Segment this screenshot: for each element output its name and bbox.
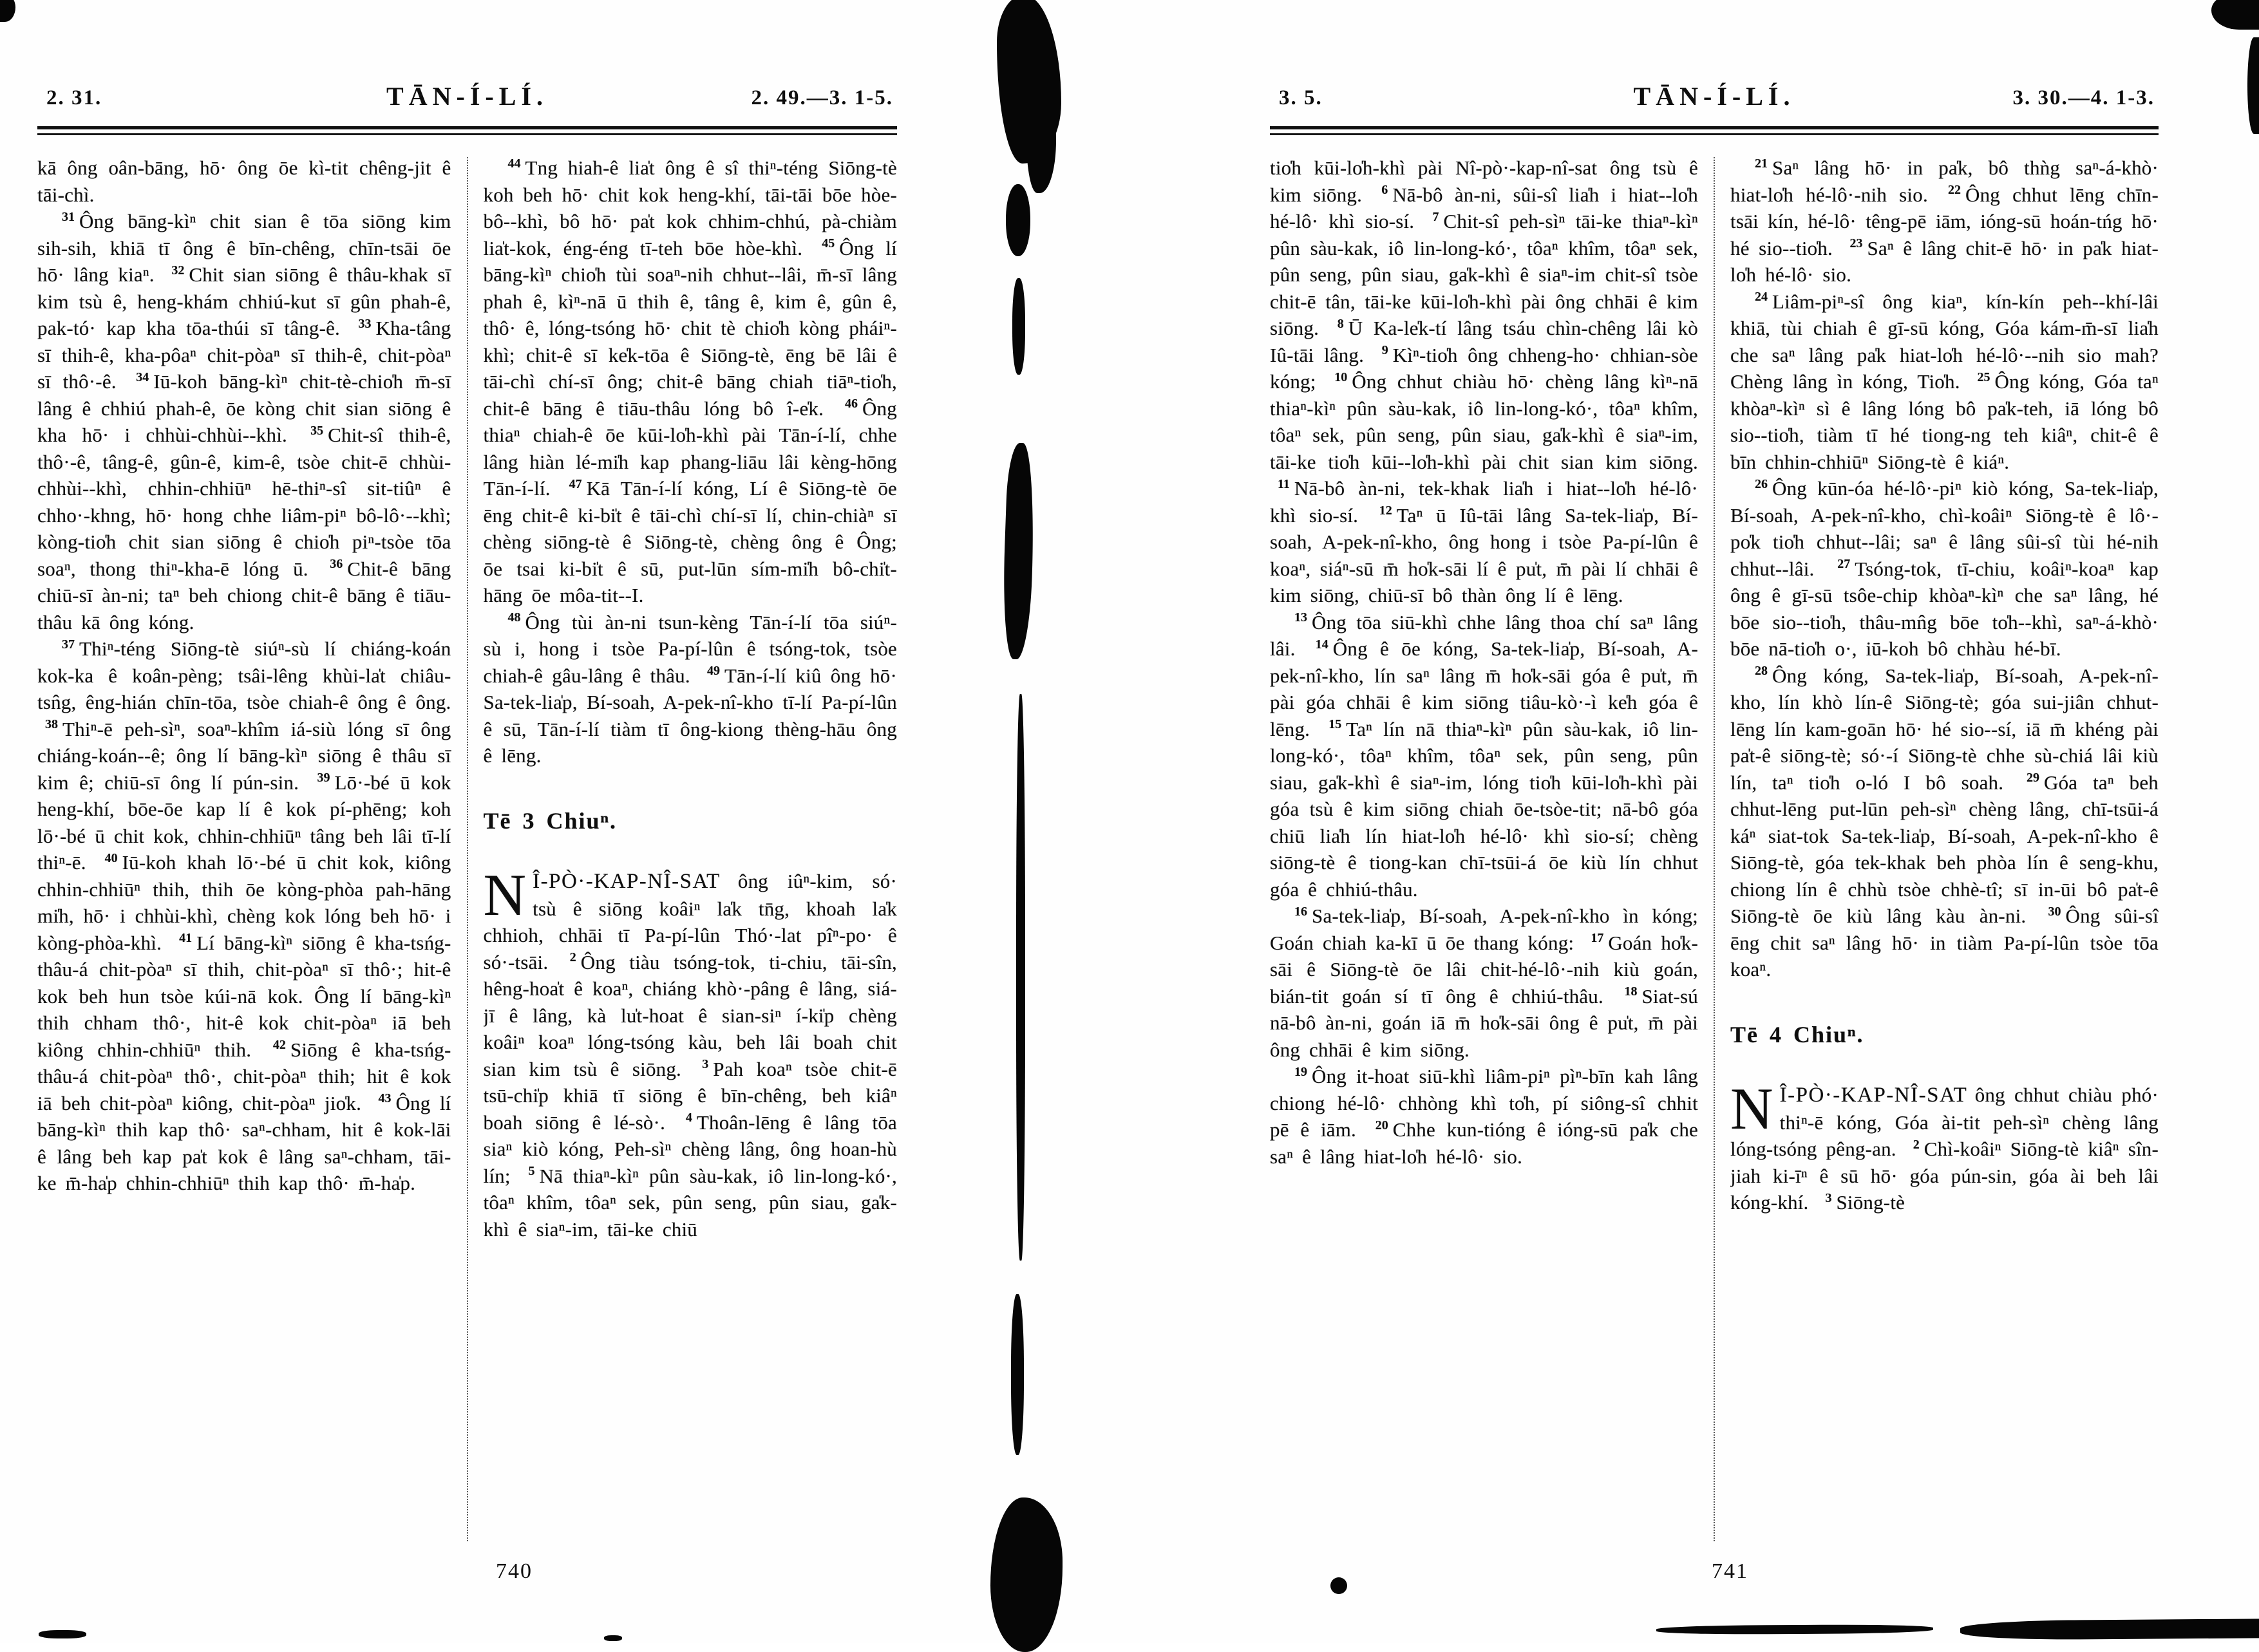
verse-number: 5	[528, 1164, 535, 1179]
verse-number: 26	[1755, 476, 1768, 491]
verse-number: 23	[1849, 236, 1863, 251]
verse-number: 47	[569, 476, 582, 491]
chapter-lead-word: Î-PÒ·-KAP-NÎ-SAT	[1779, 1084, 1975, 1107]
header-double-rule	[1270, 126, 2159, 135]
verse-number: 43	[378, 1091, 392, 1106]
verse-paragraph: $^{13}$ Ông tōa siū-khì chhe lâng thoa chí saⁿ lâng lâi. $^{14}$ Ông ê ōe kóng, Sa-tek-lia̍p, Bí-soah, A-pek-nî-kho, lín saⁿ lâng m̄ ho̍k-sāi góa ê pu̍t, m̄ pài góa chhāi ê kim siōng tiâu-kò·-ì ke̍h góa ê lēng. $^{15}$ Taⁿ lín nā thiaⁿ-kìⁿ pûn sàu-kak, iô lin-long-kó·, tôaⁿ khîm, tôaⁿ sek, pûn seng, pûn siau, ga̍k-khì ê siaⁿ-im, lóng tio̍h kūi-lo̍h-khì pài góa tsù ê kim siōng chiah ōe-tsòe-tit; nā-bô góa chiū lia̍h lín hiat-lo̍h hé-lô· khì sio-sí; chèng siōng-tè ê tiong-kan chī-tsūi-á ōe kiù lín chhut góa ê chhiú-thâu.	[1270, 610, 1698, 901]
verse-number: 21	[1755, 156, 1768, 171]
verse-number: 39	[317, 771, 330, 785]
verse-number: 44	[507, 156, 521, 171]
verse-number: 29	[2027, 771, 2040, 785]
verse-number: 41	[179, 931, 193, 946]
scan-gutter-smudge	[1006, 184, 1030, 256]
verse-number: 18	[1624, 984, 1638, 999]
verse-number: 7	[1432, 209, 1439, 224]
verse-number: 46	[845, 397, 858, 411]
scan-gutter-smudge	[1012, 278, 1025, 375]
verse-number: 37	[62, 637, 75, 652]
scan-gutter-smudge	[1026, 77, 1056, 193]
scan-ink-dot	[1330, 1577, 1347, 1594]
verse-paragraph: tio̍h kūi-lo̍h-khì pài Nî-pò·-kap-nî-sat ông tsù ê kim siōng. $^6$ Nā-bô àn-ni, sûi-sî lia̍h i hiat--lo̍h hé-lô· khì sio-sí. $^7$ Chit-sî peh-sìⁿ tāi-ke thiaⁿ-kìⁿ pûn sàu-kak, iô lin-long-kó·, tôaⁿ khîm, tôaⁿ sek, pûn seng, pûn siau, ga̍k-khì ê siaⁿ-im chit-sî tsòe chit-ē tân, tāi-ke kūi-lo̍h-khì pài ông chhāi ê kim siōng. $^8$ Ū Ka-le̍k-tí lâng tsáu chìn-chêng lâi kò Iû-tāi lâng. $^9$ Kìⁿ-tio̍h ông chheng-ho· chhian-sòe kóng; $^{10}$ Ông chhut chiàu hō· chèng lâng kìⁿ-nā thiaⁿ-kìⁿ pûn sàu-kak, iô lin-long-kó·, tôaⁿ khîm, tôaⁿ sek, pûn seng, pûn siau, ga̍k-khì ê siaⁿ-im, tāi-ke tio̍h kūi--lo̍h-khì pài chit sian kim siōng. $^{11}$ Nā-bô àn-ni, tek-khak lia̍h i hiat--lo̍h hé-lô· khì sio-sí. $^{12}$ Taⁿ ū Iû-tāi lâng Sa-tek-lia̍p, Bí-soah, A-pek-nî-kho, ông hong i tsòe Pa-pí-lûn ê koaⁿ, siáⁿ-sū m̄ ho̍k-sāi lí ê pu̍t, m̄ pài lí chhāi ê kim siōng, chiū-sī bô thàn ông lí ê lēng.	[1270, 156, 1698, 606]
page-number: 740	[496, 1559, 533, 1583]
verse-number: 9	[1381, 343, 1388, 358]
drop-cap-letter: N	[1730, 1076, 1773, 1141]
verse-paragraph: $^{16}$ Sa-tek-lia̍p, Bí-soah, A-pek-nî-kho ìn kóng; Goán chiah ka-kī ū ōe thang kóng: $^{17}$ Goán ho̍k-sāi ê Siōng-tè ōe lâi chit-hé-lô·-nih kiù goán, bián-tit goán sí tī ông ê chhiú-thâu. $^{18}$ Siat-sú nā-bô àn-ni, goán iā m̄ ho̍k-sāi ông ê pu̍t, m̄ pài ông chhāi ê kim siōng.	[1270, 904, 1698, 1061]
verse-paragraph: N Î-PÒ·-KAP-NÎ-SAT ông iûⁿ-kim, só· tsù ê siōng koâiⁿ la̍k tn̄g, khoah la̍k chhioh, chhāi tī Pa-pí-lûn Thó·-lat pîⁿ-po· ê só·-tsāi. $^2$ Ông tiàu tsóng-tok, ti-chiu, tāi-sîn, hêng-hoa̍t ê koaⁿ, chiáng khò·-pâng ê lâng, siá-jī ê lâng, kà lu̍t-hoat ê sian-siⁿ í-ki̍p chèng koâiⁿ koaⁿ lóng-tsóng kàu, beh lâi boah chit sian kim tsù ê siōng. $^3$ Pah koaⁿ tsòe chit-ē tsū-chi̍p khiā tī siōng ê bīn-chêng, beh kiâⁿ boah siōng ê lé-sò·. $^4$ Thoân-lēng ê lâng tōa siaⁿ kiò kóng, Peh-sìⁿ chèng lâng, ông hoan-hù lín; $^5$ Nā thiaⁿ-kìⁿ pûn sàu-kak, iô lin-long-kó·, tôaⁿ khîm, tôaⁿ sek, pûn seng, pûn siau, ga̍k-khì ê siaⁿ-im, tāi-ke chiū	[483, 862, 897, 1241]
verse-number: 38	[45, 717, 58, 732]
scan-gutter-smudge	[1016, 694, 1025, 1261]
verse-number: 4	[685, 1111, 692, 1125]
verse-number: 49	[706, 664, 720, 679]
verse-number: 35	[310, 423, 324, 438]
verse-number: 20	[1375, 1118, 1388, 1132]
verse-number: 40	[104, 850, 118, 865]
verse-number: 17	[1591, 931, 1604, 946]
header-double-rule	[37, 126, 897, 135]
text-columns	[1270, 155, 2159, 1553]
verse-paragraph: $^{48}$ Ông tùi àn-ni tsun-kèng Tān-í-lí tōa siúⁿ-sù i, hong i tsòe Pa-pí-lûn ê tsóng-tok, tsòe chiah-ê gâu-lâng ê thâu. $^{49}$ Tān-í-lí kiû ông hō· Sa-tek-lia̍p, Bí-soah, A-pek-nî-kho tī-lí Pa-pí-lûn ê sū, Tān-í-lí tiàm tī ông-kiong thèng-hāu ông ê lēng.	[483, 610, 897, 767]
verse-number: 25	[1977, 370, 1990, 384]
verse-paragraph: kā ông oân-bāng, hō· ông ōe kì-tit chêng-jit ê tāi-chì.	[37, 156, 451, 206]
verse-number: 45	[822, 236, 835, 251]
header-verse-ref-left: 2. 31.	[46, 86, 102, 109]
verse-paragraph: $^{28}$ Ông kóng, Sa-tek-lia̍p, Bí-soah, A-pek-nî-kho, lín khò lín-ê Siōng-tè; góa sui-jiân chhut-lēng lín kam-goān hō· hé sio--sí, iā m̄ khéng pài pa̍t-ê siōng-tè; só·-í Siōng-tè chhe sù-chiá lâi kiù lín, taⁿ tio̍h o-ló I bô soah. $^{29}$ Góa taⁿ beh chhut-lēng put-lūn peh-sìⁿ chèng lâng, chī-tsūi-á káⁿ siat-tok Sa-tek-lia̍p, Bí-soah, A-pek-nî-kho ê Siōng-tè, góa tek-khak beh phòa lín ê seng-khu, chiong lín ê chhù tsòe chhè-tî; sī in-ūi bô pa̍t-ê Siōng-tè ōe kiù lâng kàu àn-ni. $^{30}$ Ông sûi-sî ēng chit saⁿ lâng hō· in tiàm Pa-pí-lûn tsòe tōa koaⁿ.	[1730, 664, 2159, 981]
verse-number: 16	[1294, 904, 1307, 919]
column-divider-rule	[1714, 157, 1715, 1541]
running-header	[37, 81, 897, 118]
book-title: TĀN-Í-LÍ.	[1633, 82, 1795, 111]
verse-number: 24	[1755, 290, 1768, 305]
verse-paragraph: $^{44}$ Tng hiah-ê lia̍t ông ê sî thiⁿ-téng Siōng-tè koh beh hō· chit kok heng-khí, tāi-tāi bōe hòe-bô--khì, bô hō· pa̍t kok chhim-chhú, pà-chiàm lia̍t-kok, éng-éng tī-teh bōe hòe-khì. $^{45}$ Ông lí bāng-kìⁿ chio̍h tùi soaⁿ-nih chhut--lâi, m̄-sī lâng phah ê, kìⁿ-nā ū thih ê, tâng ê, kim ê, gûn ê, thô· ê, lóng-tsóng hō· chit tè chio̍h kòng pháiⁿ-khì; chit-ê sī ke̍k-tōa ê Siōng-tè, ēng bē lâi ê tāi-chì chí-sī ông; chit-ê bāng chiah tiāⁿ-tio̍h, chit-ê bāng ê tiāu-thâu lóng bô î-e̍k. $^{46}$ Ông thiaⁿ chiah-ê ōe kūi-lo̍h-khì pài Tān-í-lí, chhe lâng hiàn lé-mi̍h kap phang-liāu lâi kèng-hōng Tān-í-lí. $^{47}$ Kā Tān-í-lí kóng, Lí ê Siōng-tè ōe ēng chit-ê ki-bi̍t ê tāi-chì chí-sī lí, chin-chiàⁿ sī chèng siōng-tè ê Siōng-tè, chèng ông ê Ông; ōe tsai ki-bi̍t ê sū, put-lūn sím-mi̍h bô-chi̍t-hāng ōe môa-tit--I.	[483, 156, 897, 606]
verse-number: 13	[1294, 610, 1307, 625]
column-divider-rule	[467, 157, 468, 1541]
scan-gutter-smudge	[1001, 442, 1037, 659]
chapter-heading: Tē 4 Chiuⁿ.	[1730, 1021, 1864, 1047]
verse-paragraph: $^{24}$ Liâm-piⁿ-sî ông kiaⁿ, kín-kín peh--khí-lâi khiā, tùi chiah ê gī-sū kóng, Góa kám-m̄-sī lia̍h che saⁿ lâng pa̍k hiat-lo̍h hé-lô·--nih sio mah? Chèng lâng ìn kóng, Tio̍h. $^{25}$ Ông kóng, Góa taⁿ khòaⁿ-kìⁿ sì ê lâng lóng bô pa̍k-teh, iā lóng bô sio--tio̍h, tiàm tī hé tiong-ng teh kiâⁿ, chit-ê ê bīn chhin-chhiūⁿ Siōng-tè ê kiáⁿ.	[1730, 290, 2159, 473]
verse-paragraph: $^{26}$ Ông kūn-óa hé-lô·-piⁿ kiò kóng, Sa-tek-lia̍p, Bí-soah, A-pek-nî-kho, chì-koâiⁿ Siōng-tè ê lô·-po̍k tio̍h chhut--lâi; saⁿ ê lâng sûi-sî tùi hé-nih chhut--lâi. $^{27}$ Tsóng-tok, tī-chiu, koâiⁿ-koaⁿ kap ông ê gī-sū tsôe-chip khòaⁿ-kìⁿ che saⁿ lâng, hé bōe sio--tio̍h, thâu-mn̂g bōe to̍h--khì, saⁿ-á-khò· bōe nā-tio̍h o·, iū-koh bô chhàu hé-bī.	[1730, 476, 2159, 660]
page-left	[37, 81, 897, 1583]
verse-number: 11	[1278, 476, 1290, 491]
scan-edge-mark	[2247, 37, 2259, 134]
scan-gutter-smudge	[990, 1497, 1063, 1652]
verse-number: 6	[1381, 183, 1388, 198]
verse-paragraph: $^{21}$ Saⁿ lâng hō· in pa̍k, bô thǹg saⁿ-á-khò· hiat-lo̍h hé-lô·-nih sio. $^{22}$ Ông chhut lēng chīn-tsāi kín, hé-lô· têng-pē iām, ióng-sū hoán-tńg hō· hé sio--tio̍h. $^{23}$ Saⁿ ê lâng chit-ē hō· in pa̍k hiat-lo̍h hé-lô· sio.	[1730, 156, 2159, 286]
drop-cap-letter: N	[483, 862, 527, 928]
scan-edge-mark	[604, 1635, 622, 1641]
verse-number: 15	[1328, 717, 1342, 732]
chapter-heading: Tē 3 Chiuⁿ.	[483, 807, 618, 834]
verse-number: 22	[1947, 183, 1961, 198]
header-verse-ref-right: 2. 49.—3. 1-5.	[751, 86, 893, 109]
text-column	[37, 155, 451, 1553]
verse-number: 2	[1913, 1137, 1920, 1152]
scan-edge-mark	[0, 0, 15, 22]
verse-number: 28	[1755, 664, 1768, 679]
verse-number: 14	[1315, 637, 1328, 652]
scan-gutter-smudge	[1011, 1294, 1024, 1455]
text-column	[1270, 155, 1698, 1553]
scan-edge-mark	[2211, 0, 2259, 30]
verse-number: 2	[569, 950, 576, 965]
verse-number: 48	[507, 610, 521, 625]
page-right	[1270, 81, 2159, 1583]
header-verse-ref-right: 3. 30.—4. 1-3.	[2012, 86, 2155, 109]
scan-edge-mark	[1960, 1619, 2259, 1640]
running-header	[1270, 81, 2159, 118]
verse-number: 31	[62, 209, 75, 224]
book-title: TĀN-Í-LÍ.	[386, 82, 548, 111]
verse-number: 33	[358, 316, 372, 331]
verse-number: 10	[1334, 370, 1348, 384]
verse-number: 8	[1337, 316, 1344, 331]
text-column	[484, 155, 898, 1553]
verse-paragraph: $^{37}$ Thiⁿ-téng Siōng-tè siúⁿ-sù lí chiáng-koán kok-ka ê koân-pèng; tsâi-lêng khùi-la̍t chiâu-tsn̂g, êng-hián chīn-tōa, tsòe chiah-ê ông ê ông. $^{38}$ Thiⁿ-ē peh-sìⁿ, soaⁿ-khîm iá-siù lóng sī ông chiáng-koán--ê; ông lí bāng-kìⁿ siōng ê thâu sī kim ê; chiū-sī ông lí pún-sin. $^{39}$ Lō·-bé ū kok heng-khí, bōe-ōe kap lí ê kok pí-phēng; koh lō·-bé ū chit kok, chhin-chhiūⁿ tâng beh lâi tī-lí thiⁿ-ē. $^{40}$ Iū-koh khah lō·-bé ū chit kok, kiông chhin-chhiūⁿ thih, thih ōe kòng-phòa pah-hāng mi̍h, hō· i chhùi-khì, chèng kok lóng beh hō· i kòng-phòa-khì. $^{41}$ Lí bāng-kìⁿ siōng ê kha-tsńg-thâu-á chit-pòaⁿ sī thih, chit-pòaⁿ sī thô·; hit-ê kok beh hun tsòe kúi-nā kok. Ông lí bāng-kìⁿ thih chham thô·, hit-ê kok chit-pòaⁿ iā beh kiông chhin-chhiūⁿ thih. $^{42}$ Siōng ê kha-tsńg-thâu-á chit-pòaⁿ thô·, chit-pòaⁿ thih; hit ê kok iā beh chit-pòaⁿ kiông, chit-pòaⁿ jio̍k. $^{43}$ Ông lí bāng-kìⁿ thih kap thô· saⁿ-chham, hit ê kok-lāi ê lâng beh kap pa̍t kok ê lâng saⁿ-chham, tāi-ke m̄-ha̍p chhin-chhiūⁿ thih kap thô· m̄-ha̍p.	[37, 637, 451, 1194]
text-columns	[37, 155, 897, 1553]
chapter-lead-word: Î-PÒ·-KAP-NÎ-SAT	[533, 870, 738, 893]
verse-paragraph: $^{19}$ Ông it-hoat siū-khì liâm-piⁿ pìⁿ-bīn kah lâng chiong hé-lô· chhòng khì to̍h, pí siông-sî chhit pē ê iām. $^{20}$ Chhe kun-tióng ê ióng-sū pa̍k che saⁿ ê lâng hiat-lo̍h hé-lô· sio.	[1270, 1064, 1698, 1168]
verse-paragraph: $^{31}$ Ông bāng-kìⁿ chit sian ê tōa siōng kim sih-sih, khiā tī ông ê bīn-chêng, chīn-tsāi ōe hō· lâng kiaⁿ. $^{32}$ Chit sian siōng ê thâu-khak sī kim tsù ê, heng-khám chhiú-kut sī gûn phah-ê, pak-tó· kap kha tōa-thúi sī tâng-ê. $^{33}$ Kha-tâng sī thih-ê, kha-pôaⁿ chit-pòaⁿ sī thih-ê, chit-pòaⁿ sī thô·-ê. $^{34}$ Iū-koh bāng-kìⁿ chit-tè-chio̍h m̄-sī lâng ê chhiú phah-ê, ōe kòng chit sian siōng ê kha hō· i chhùi-chhùi--khì. $^{35}$ Chit-sî thih-ê, thô·-ê, tâng-ê, gûn-ê, kim-ê, tsòe chit-ē chhùi-chhùi--khì, chhin-chhiūⁿ hē-thiⁿ-sî sit-tiûⁿ ê chho·-khng, hō· hong chhe liâm-piⁿ bô-lô·--khì; kòng-tio̍h chit sian siōng ê chio̍h piⁿ-tsòe tōa soaⁿ, thong thiⁿ-kha-ē lóng ū. $^{36}$ Chit-ê bāng chiū-sī àn-ni; taⁿ beh chiong chit-ê bāng ê tiāu-thâu kā ông kóng.	[37, 209, 451, 634]
verse-number: 30	[2048, 904, 2061, 919]
verse-number: 42	[272, 1038, 286, 1053]
verse-number: 19	[1294, 1064, 1307, 1079]
verse-number: 36	[330, 557, 343, 572]
verse-paragraph: N Î-PÒ·-KAP-NÎ-SAT ông chhut chiàu phó· thiⁿ-ē kóng, Góa ài-tit peh-sìⁿ chèng lâng lóng-tsóng pêng-an. $^2$ Chì-koâiⁿ Siōng-tè kiâⁿ sîn-jiah ki-īⁿ ê sū hō· góa pún-sin, góa ài beh lâi kóng-khí. $^3$ Siōng-tè	[1730, 1076, 2159, 1214]
verse-number: 12	[1379, 503, 1392, 518]
verse-number: 3	[702, 1057, 709, 1072]
verse-number: 27	[1837, 557, 1851, 572]
verse-number: 32	[171, 263, 185, 277]
text-column	[1730, 155, 2159, 1553]
header-verse-ref-left: 3. 5.	[1279, 86, 1323, 109]
scan-edge-mark	[39, 1630, 86, 1638]
verse-number: 3	[1825, 1190, 1832, 1205]
scan-edge-mark	[1656, 1624, 1933, 1635]
verse-number: 34	[136, 370, 149, 384]
page-number: 741	[1712, 1559, 1748, 1583]
